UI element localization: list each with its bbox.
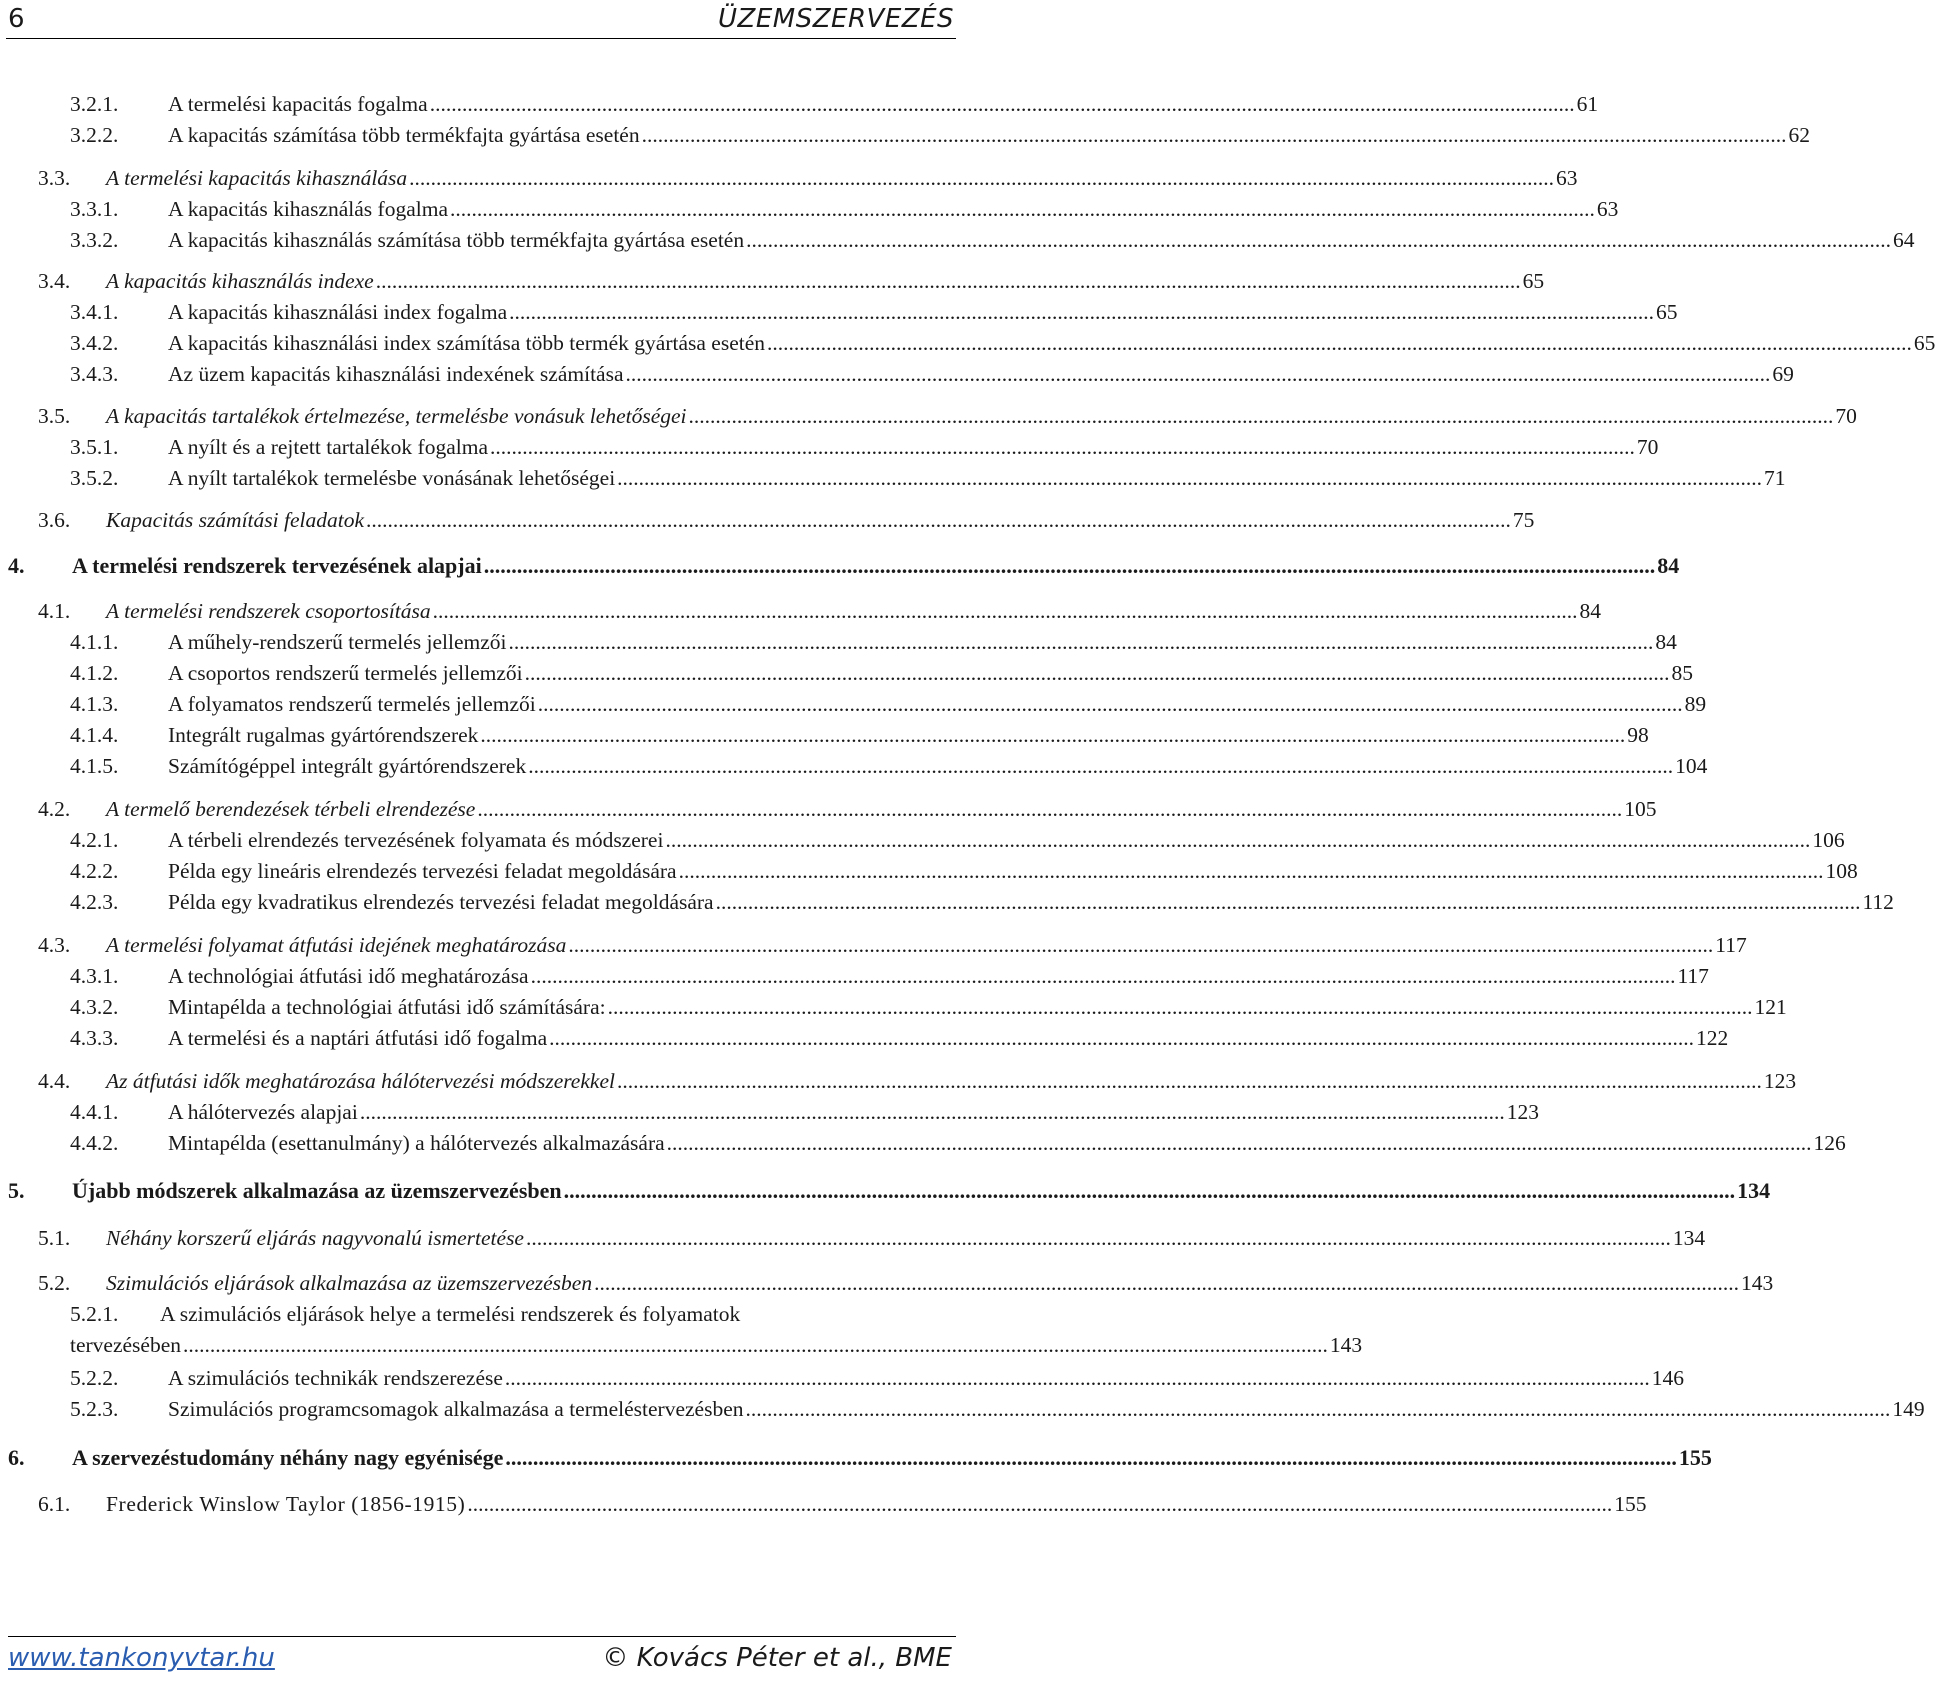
section-number: 3.2.2. (70, 123, 119, 147)
toc-entry[interactable] (70, 886, 1894, 918)
section-title: A kapacitás kihasználási index fogalma (168, 300, 508, 324)
section-number: 5. (8, 1178, 25, 1203)
section-title: Az üzem kapacitás kihasználási indexének számítása (168, 362, 624, 386)
leader-dots (568, 929, 1713, 961)
section-title: A termelési folyamat átfutási idejének meghatározása (106, 933, 567, 957)
toc-entry[interactable] (38, 504, 1535, 536)
page-ref: 143 (1740, 1271, 1774, 1295)
page-ref: 106 (1812, 828, 1845, 852)
toc-entry[interactable] (38, 400, 1857, 432)
section-title-continued: tervezésében (70, 1333, 182, 1357)
section-number: 3.5.2. (70, 466, 119, 490)
leader-dots (626, 358, 1771, 390)
leader-dots (689, 400, 1834, 432)
section-number: 5.1. (38, 1226, 71, 1250)
section-title: A szimulációs eljárások helye a termelési rendszerek és folyamatok (160, 1302, 741, 1326)
running-title: ÜZEMSZERVEZÉS (718, 4, 954, 34)
page-ref: 122 (1695, 1026, 1729, 1050)
toc-entry[interactable] (38, 1222, 1706, 1254)
toc-entry[interactable] (70, 688, 1707, 720)
section-title: A kapacitás kihasználás számítása több termékfajta gyártása esetén (168, 228, 745, 252)
section-title: A technológiai átfutási idő meghatározása (168, 964, 529, 988)
section-number: 5.2.3. (70, 1397, 119, 1421)
leader-dots (746, 224, 1891, 256)
toc-entry[interactable] (38, 162, 1578, 194)
toc-entry[interactable] (38, 265, 1545, 297)
leader-dots (528, 750, 1673, 782)
page-ref: 134 (1737, 1178, 1771, 1203)
section-title: A folyamatos rendszerű termelés jellemzői (168, 692, 536, 716)
page-header (6, 4, 956, 39)
leader-dots (433, 595, 1578, 627)
leader-dots (430, 88, 1575, 120)
leader-dots (665, 824, 1810, 856)
section-number: 3.5.1. (70, 435, 119, 459)
section-title: Újabb módszerek alkalmazása az üzemszervezésben (72, 1178, 562, 1203)
leader-dots (564, 1175, 1736, 1207)
section-title: Mintapélda (esettanulmány) a hálótervezés alkalmazására (168, 1131, 665, 1155)
page-ref: 84 (1657, 553, 1680, 578)
toc-entry[interactable] (70, 1299, 1363, 1361)
leader-dots (745, 1393, 1890, 1425)
section-number: 3.3.2. (70, 228, 119, 252)
leader-dots (608, 991, 1753, 1023)
section-title: Számítógéppel integrált gyártórendszerek (168, 754, 527, 778)
page-footer (8, 1636, 956, 1677)
toc-entry[interactable] (70, 358, 1794, 390)
leader-dots (525, 657, 1670, 689)
toc-entry[interactable] (8, 550, 1680, 582)
section-title: A nyílt tartalékok termelésbe vonásának lehetőségei (168, 466, 616, 490)
page-ref: 134 (1672, 1226, 1706, 1250)
section-number: 6.1. (38, 1492, 71, 1516)
leader-dots (360, 1096, 1505, 1128)
leader-dots (490, 431, 1635, 463)
leader-dots (679, 855, 1824, 887)
section-number: 4.2.3. (70, 890, 119, 914)
leader-dots (549, 1022, 1694, 1054)
leader-dots (667, 1127, 1812, 1159)
section-title: A kapacitás kihasználás fogalma (168, 197, 448, 221)
section-title: Szimulációs programcsomagok alkalmazása a termeléstervezésben (168, 1397, 744, 1421)
toc-entry[interactable] (70, 1022, 1729, 1054)
section-title: A kapacitás tartalékok értelmezése, termelésbe vonásuk lehetőségei (106, 404, 687, 428)
page-ref: 75 (1512, 508, 1535, 532)
page-ref: 84 (1579, 599, 1602, 623)
leader-dots (409, 162, 1554, 194)
section-title: A termelési és a naptári átfutási idő fogalma (168, 1026, 548, 1050)
section-title: A termelési rendszerek tervezésének alapjai (72, 553, 482, 578)
page-ref: 126 (1813, 1131, 1846, 1155)
page-ref: 89 (1684, 692, 1707, 716)
page-ref: 112 (1862, 890, 1894, 914)
section-title: A csoportos rendszerű termelés jellemzői (168, 661, 523, 685)
section-number: 3.4. (38, 269, 71, 293)
section-number: 3.4.3. (70, 362, 119, 386)
section-number: 3.6. (38, 508, 71, 532)
page-ref: 104 (1675, 754, 1708, 778)
page-ref: 85 (1671, 661, 1694, 685)
page-ref: 155 (1614, 1492, 1647, 1516)
section-title: A termelő berendezések térbeli elrendezése (106, 797, 476, 821)
section-number: 4.3.2. (70, 995, 119, 1019)
section-title: A kapacitás számítása több termékfajta gyártása esetén (168, 123, 640, 147)
leader-dots (509, 626, 1654, 658)
page-ref: 98 (1627, 723, 1649, 747)
section-number: 4.4. (38, 1069, 71, 1093)
section-number: 3.4.2. (70, 331, 119, 355)
toc-entry[interactable] (70, 1362, 1685, 1394)
leader-dots (531, 960, 1676, 992)
section-title: A térbeli elrendezés tervezésének folyamata és módszerei (168, 828, 664, 852)
page-ref: 70 (1636, 435, 1659, 459)
toc-entry[interactable] (70, 824, 1845, 856)
page-ref: 108 (1825, 859, 1858, 883)
page-ref: 121 (1754, 995, 1787, 1019)
leader-dots (477, 793, 1622, 825)
page-ref: 69 (1772, 362, 1794, 386)
toc-entry[interactable] (38, 1065, 1797, 1097)
leader-dots (617, 462, 1762, 494)
toc-entry[interactable] (70, 119, 1810, 151)
toc-entry[interactable] (70, 1127, 1846, 1159)
section-number: 5.2.1. (70, 1302, 119, 1326)
page-ref: 149 (1892, 1397, 1925, 1421)
section-number: 4.1.1. (70, 630, 119, 654)
page-number: 6 (8, 4, 25, 34)
leader-dots (509, 296, 1654, 328)
section-title: A nyílt és a rejtett tartalékok fogalma (168, 435, 489, 459)
leader-dots (538, 688, 1683, 720)
toc-entry[interactable] (8, 1442, 1712, 1474)
section-number: 4. (8, 553, 25, 578)
section-number: 4.2. (38, 797, 71, 821)
section-title: A kapacitás kihasználás indexe (106, 269, 374, 293)
leader-dots (505, 1362, 1650, 1394)
leader-dots (366, 504, 1511, 536)
section-number: 4.3. (38, 933, 71, 957)
section-number: 6. (8, 1445, 25, 1470)
toc-entry[interactable] (70, 431, 1659, 463)
page-ref: 61 (1576, 92, 1599, 116)
toc-entry[interactable] (70, 719, 1649, 751)
page-ref: 84 (1655, 630, 1677, 654)
toc-entry[interactable] (70, 991, 1787, 1023)
section-title: A hálótervezés alapjai (168, 1100, 358, 1124)
section-title: Mintapélda a technológiai átfutási idő számítására: (168, 995, 606, 1019)
section-title: A termelési rendszerek csoportosítása (106, 599, 431, 623)
section-number: 4.1.4. (70, 723, 119, 747)
section-number: 3.4.1. (70, 300, 119, 324)
section-number: 5.2.2. (70, 1366, 119, 1390)
page-ref: 105 (1624, 797, 1657, 821)
toc-entry[interactable] (70, 88, 1599, 120)
leader-dots (716, 886, 1861, 918)
section-title: A kapacitás kihasználási index számítása több termék gyártása esetén (168, 331, 766, 355)
section-number: 4.2.2. (70, 859, 119, 883)
toc-entry[interactable] (70, 327, 1935, 359)
page-ref: 117 (1677, 964, 1709, 988)
section-number: 3.5. (38, 404, 71, 428)
page-ref: 63 (1596, 197, 1619, 221)
section-title: Frederick Winslow Taylor (1856-1915) (106, 1492, 466, 1516)
copyright-notice: © Kovács Péter et al., BME (602, 1643, 952, 1673)
section-title: Kapacitás számítási feladatok (106, 508, 364, 532)
section-title: A termelési kapacitás fogalma (168, 92, 428, 116)
section-number: 4.2.1. (70, 828, 119, 852)
page-ref: 123 (1763, 1069, 1797, 1093)
section-title: Integrált rugalmas gyártórendszerek (168, 723, 479, 747)
section-title: A szervezéstudomány néhány nagy egyénisége (72, 1445, 504, 1470)
page-ref: 143 (1329, 1333, 1363, 1357)
leader-dots (480, 719, 1625, 751)
section-title: A termelési kapacitás kihasználása (106, 166, 408, 190)
toc-entry[interactable] (38, 1267, 1774, 1299)
page-ref: 117 (1715, 933, 1747, 957)
leader-dots (505, 1442, 1677, 1474)
toc-entry[interactable] (70, 224, 1915, 256)
page-ref: 70 (1835, 404, 1857, 428)
section-number: 3.2.1. (70, 92, 119, 116)
section-number: 5.2. (38, 1271, 71, 1295)
leader-dots (484, 550, 1656, 582)
toc-entry[interactable] (38, 1488, 1647, 1520)
toc-entry[interactable] (70, 626, 1677, 658)
leader-dots (376, 265, 1521, 297)
section-number: 4.1.2. (70, 661, 119, 685)
toc-entry[interactable] (70, 296, 1678, 328)
page-ref: 65 (1655, 300, 1678, 324)
page-ref: 155 (1678, 1445, 1712, 1470)
page-ref: 63 (1556, 166, 1578, 190)
section-number: 4.3.1. (70, 964, 119, 988)
page-ref: 62 (1788, 123, 1810, 147)
leader-dots (526, 1222, 1671, 1254)
toc-entry[interactable] (70, 657, 1694, 689)
page-ref: 65 (1522, 269, 1545, 293)
leader-dots (450, 193, 1595, 225)
toc-entry[interactable] (70, 960, 1709, 992)
page-ref: 65 (1913, 331, 1935, 355)
section-title: A szimulációs technikák rendszerezése (168, 1366, 503, 1390)
page-ref: 123 (1506, 1100, 1539, 1124)
section-number: 4.1. (38, 599, 71, 623)
toc-entry[interactable] (70, 1096, 1539, 1128)
section-number: 4.1.5. (70, 754, 119, 778)
page-ref: 64 (1892, 228, 1915, 252)
section-title: Néhány korszerű eljárás nagyvonalú ismertetése (106, 1226, 524, 1250)
toc-entry[interactable] (70, 193, 1619, 225)
section-number: 4.1.3. (70, 692, 119, 716)
section-title: Az átfutási idők meghatározása hálótervezési módszerekkel (106, 1069, 615, 1093)
leader-dots (467, 1488, 1612, 1520)
page-ref: 146 (1651, 1366, 1685, 1390)
toc-entry[interactable] (38, 929, 1747, 961)
leader-dots (767, 327, 1912, 359)
toc-entry[interactable] (70, 750, 1708, 782)
section-title: Szimulációs eljárások alkalmazása az üzemszervezésben (106, 1271, 593, 1295)
toc-entry[interactable] (70, 462, 1786, 494)
leader-dots (617, 1065, 1762, 1097)
section-title: A műhely-rendszerű termelés jellemzői (168, 630, 507, 654)
website-link[interactable]: www.tankonyvtar.hu (8, 1643, 275, 1673)
section-title: Példa egy lineáris elrendezés tervezési feladat megoldására (168, 859, 677, 883)
leader-dots (642, 119, 1787, 151)
section-number: 4.4.2. (70, 1131, 119, 1155)
page-ref: 71 (1764, 466, 1786, 490)
leader-dots (183, 1330, 1328, 1361)
leader-dots (594, 1267, 1739, 1299)
toc-entry[interactable] (8, 1175, 1771, 1207)
toc-entry[interactable] (70, 1393, 1925, 1425)
section-title: Példa egy kvadratikus elrendezés tervezési feladat megoldására (168, 890, 714, 914)
toc-entry[interactable] (38, 595, 1602, 627)
toc-entry[interactable] (38, 793, 1657, 825)
section-number: 3.3.1. (70, 197, 119, 221)
section-number: 4.4.1. (70, 1100, 119, 1124)
section-number: 3.3. (38, 166, 71, 190)
toc-entry[interactable] (70, 855, 1858, 887)
section-number: 4.3.3. (70, 1026, 119, 1050)
